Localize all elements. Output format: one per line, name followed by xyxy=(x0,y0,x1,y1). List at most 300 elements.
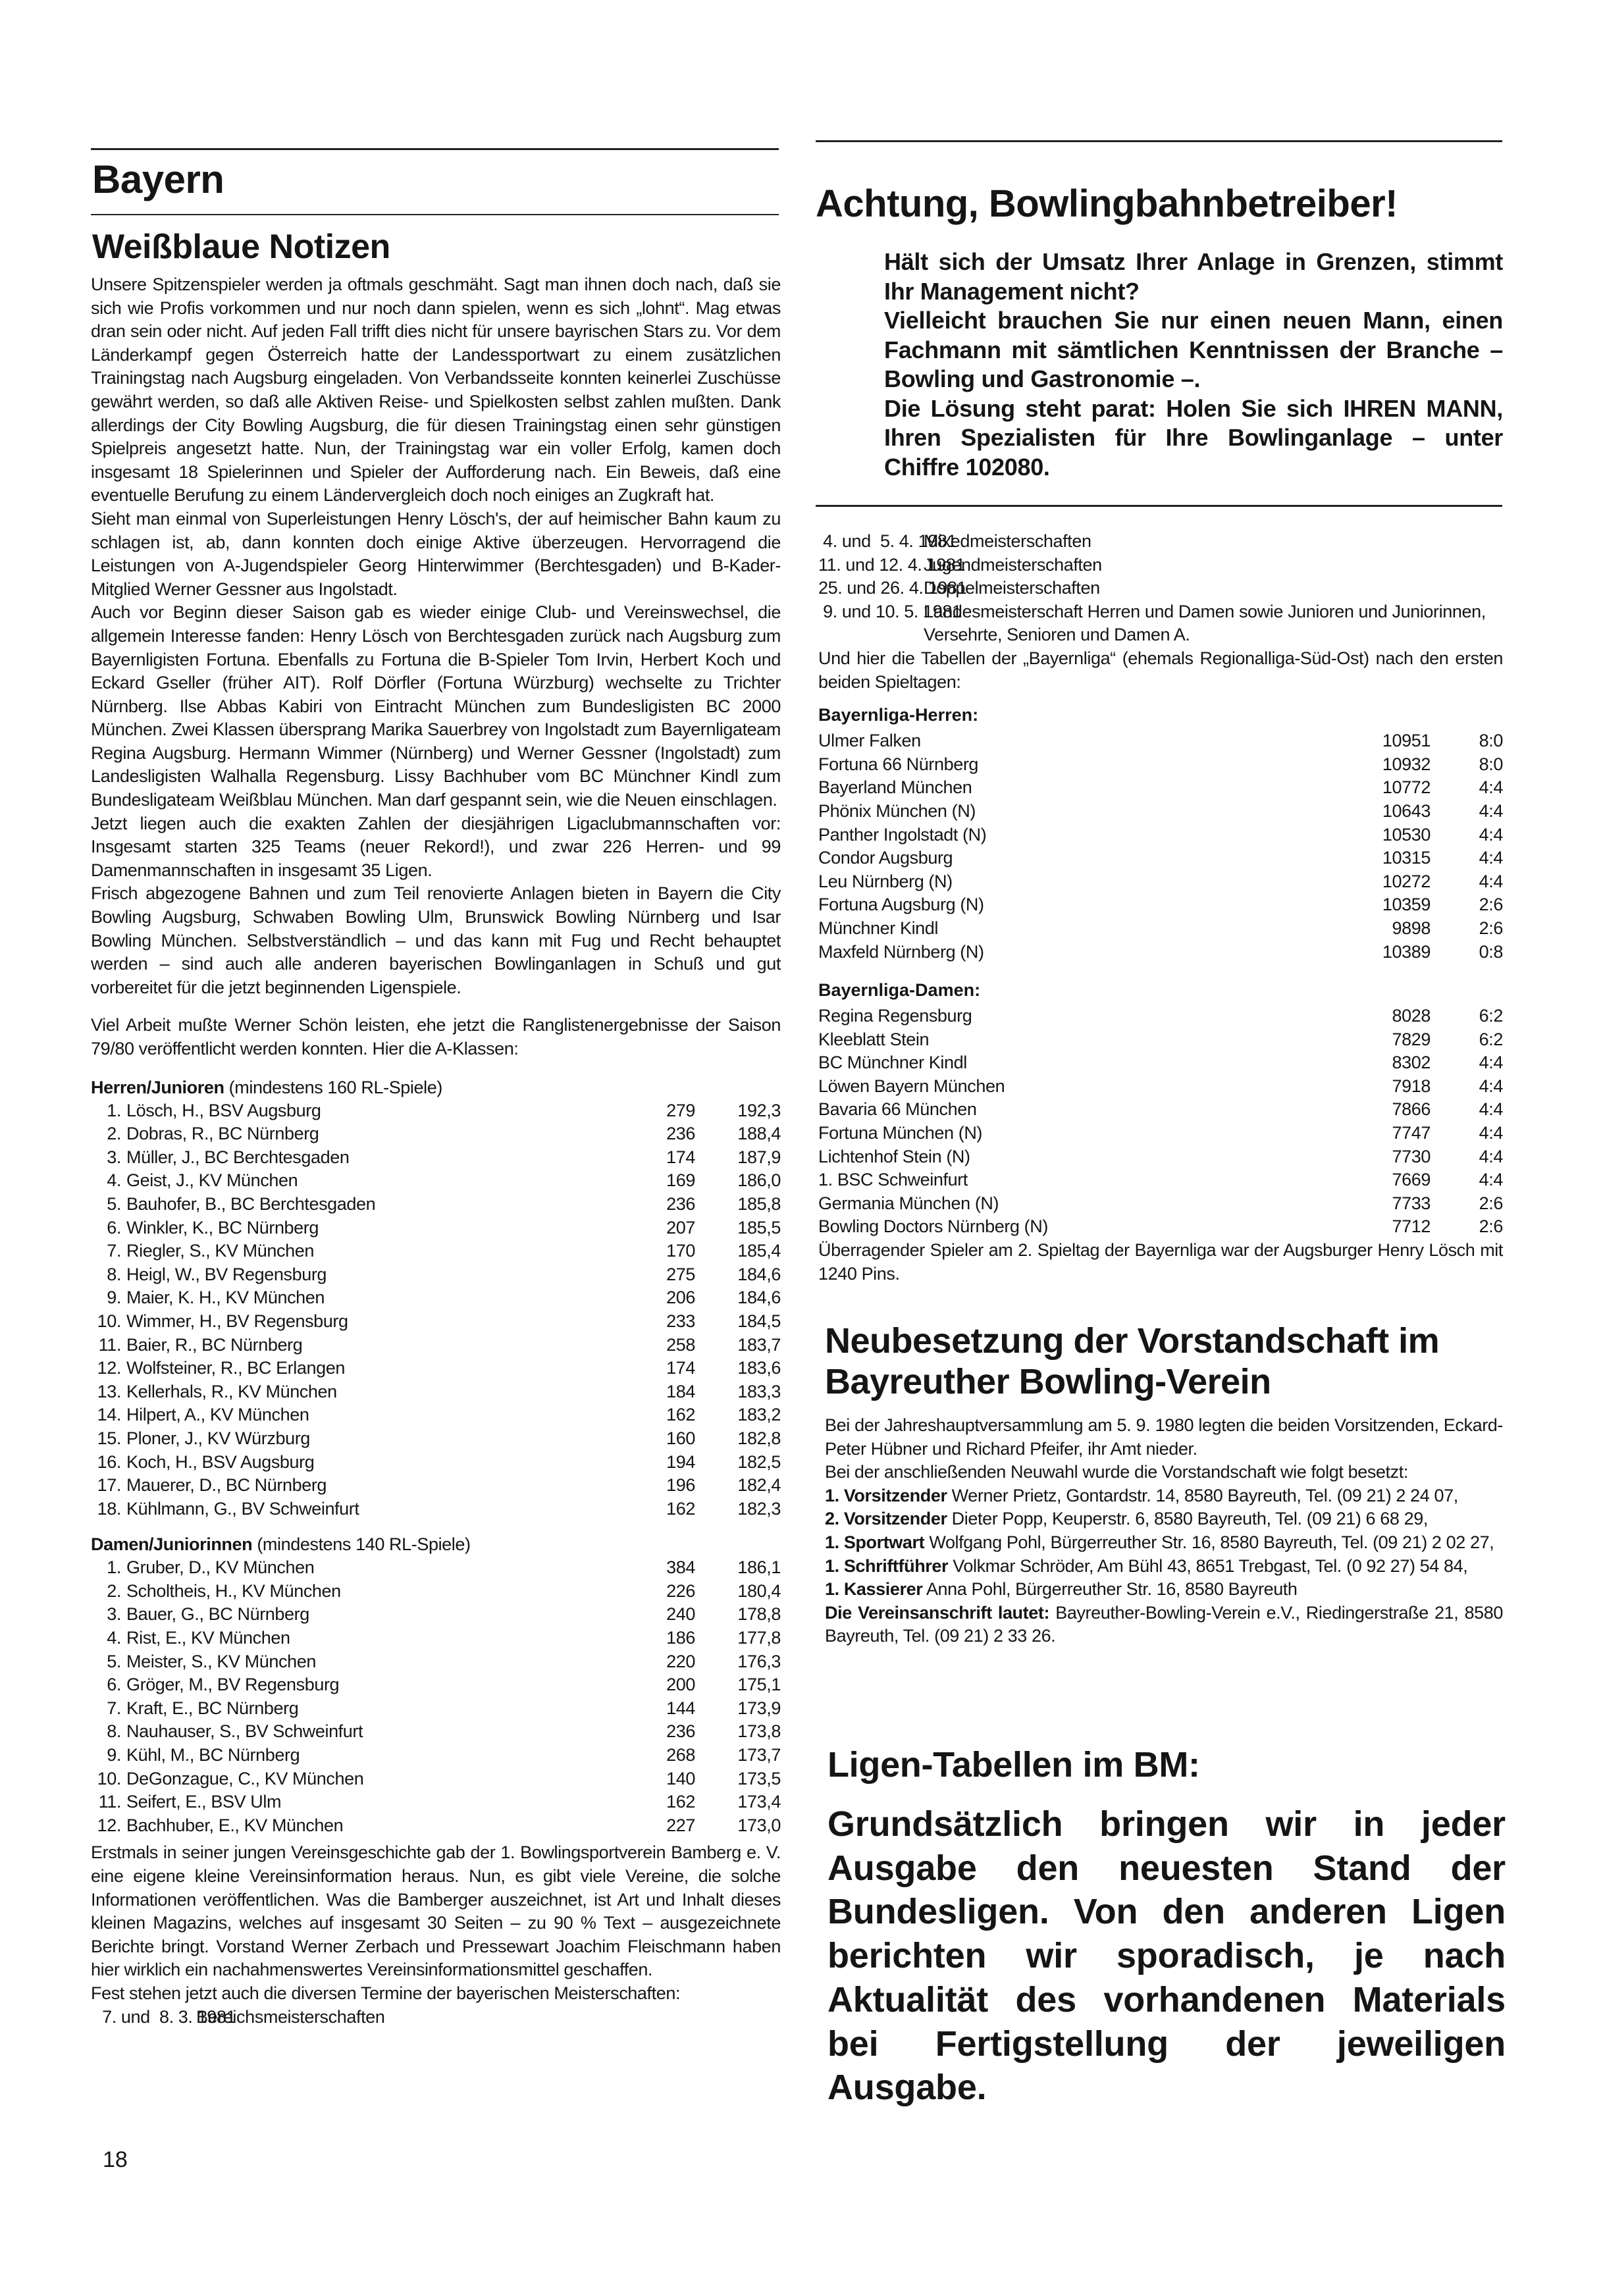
games-count: 384 xyxy=(666,1557,695,1578)
player-name: Winkler, K., BC Nürnberg xyxy=(126,1217,319,1238)
team-name: Bowling Doctors Nürnberg (N) xyxy=(818,1216,1048,1237)
games-count: 140 xyxy=(666,1768,695,1788)
average: 173,9 xyxy=(737,1698,781,1718)
average: 187,9 xyxy=(737,1147,781,1167)
top-player-note xyxy=(818,1239,1503,1286)
average: 175,1 xyxy=(737,1675,781,1695)
pins: 8302 xyxy=(1392,1053,1431,1073)
rank: 16. xyxy=(97,1451,121,1472)
ranking-row xyxy=(91,1767,781,1791)
ranking-row xyxy=(91,1239,781,1263)
date: 7. und 8. 3. 1981 xyxy=(97,2006,236,2027)
games-count: 236 xyxy=(666,1124,695,1144)
league-row xyxy=(818,893,1503,917)
points: 0:8 xyxy=(1479,941,1503,962)
points: 8:0 xyxy=(1479,731,1503,751)
paragraph: Auch vor Beginn dieser Saison gab es wieder einige Club- und Vereinswechsel, die allgemein Interesse fanden: Henry Lösch von Berchtesgaden zurück nach Augsburg zum Bayernligisten Fortuna. Ebenfalls zu Fortuna die B-Spieler Tom Irvin, Herbert Koch und Eckard Gseller (früher AIT). Rolf Dörfler (Fortuna Würzburg) wechselte zu Trichter Nürnberg. Ilse Abbas Kabiri von Eintracht München zum Bundesligisten BC 2000 München. Zwei Klassen übersprang Marika Sauerbrey von Ingolstadt zum Bayernligateam Regina Augsburg. Hermann Wimmer (Nürnberg) und Werner Gessner (Ingolstadt) zum Landesligisten Walhalla Regensburg. Lissy Bachhuber vom BC Münchner Kindl zum Bundesligateam Weißblau München. Man darf gespannt sein, wie die Neuen einschlagen. xyxy=(91,602,781,810)
average: 183,7 xyxy=(737,1334,781,1355)
pins: 7733 xyxy=(1392,1193,1431,1213)
average: 186,1 xyxy=(737,1557,781,1578)
games-count: 144 xyxy=(666,1698,695,1718)
ranking-row xyxy=(91,1403,781,1427)
player-name: Hilpert, A., KV München xyxy=(126,1405,309,1425)
role: 2. Vorsitzender xyxy=(825,1509,947,1529)
points: 4:4 xyxy=(1479,1123,1503,1143)
ranking-row xyxy=(91,1556,781,1580)
date-row xyxy=(818,530,1503,554)
rank: 12. xyxy=(97,1815,121,1835)
rank: 2. xyxy=(107,1580,121,1601)
pins: 7866 xyxy=(1392,1099,1431,1120)
ranking-row xyxy=(91,1146,781,1170)
points: 4:4 xyxy=(1479,1146,1503,1166)
player-name: Mauerer, D., BC Nürnberg xyxy=(126,1475,327,1496)
ranking-row xyxy=(91,1627,781,1650)
rank: 5. xyxy=(107,1193,121,1214)
event: Jugendmeisterschaften xyxy=(924,554,1102,575)
league-row xyxy=(818,823,1503,847)
player-name: Kühlmann, G., BV Schweinfurt xyxy=(126,1498,359,1519)
pins: 7669 xyxy=(1392,1170,1431,1190)
team-name: Löwen Bayern München xyxy=(818,1076,1005,1096)
games-count: 200 xyxy=(666,1675,695,1695)
rank: 17. xyxy=(97,1475,121,1496)
points: 6:2 xyxy=(1479,1029,1503,1049)
league-row xyxy=(818,1122,1503,1145)
section-title: Bayern xyxy=(92,157,224,201)
league-row xyxy=(818,1098,1503,1122)
left-column-body xyxy=(91,273,781,2029)
rank: 7. xyxy=(107,1241,121,1261)
member-details: Anna Pohl, Bürgerreuther Str. 16, 8580 Bayreuth xyxy=(926,1579,1298,1600)
average: 173,8 xyxy=(737,1721,781,1742)
points: 4:4 xyxy=(1479,848,1503,868)
player-name: Seifert, E., BSV Ulm xyxy=(126,1792,282,1812)
vorstand-members xyxy=(825,1484,1503,1648)
ranking-row xyxy=(91,1427,781,1451)
ranking-row xyxy=(91,1310,781,1334)
liga-herren-title: Bayernliga-Herren: xyxy=(818,705,979,725)
average: 188,4 xyxy=(737,1124,781,1144)
team-name: Phönix München (N) xyxy=(818,800,976,821)
games-count: 162 xyxy=(666,1792,695,1812)
rank: 12. xyxy=(97,1358,121,1378)
team-name: Kleeblatt Stein xyxy=(818,1029,930,1049)
player-name: Wolfsteiner, R., BC Erlangen xyxy=(126,1358,345,1378)
league-row xyxy=(818,729,1503,753)
rank: 6. xyxy=(107,1217,121,1238)
average: 182,5 xyxy=(737,1451,781,1472)
team-name: Lichtenhof Stein (N) xyxy=(818,1146,970,1166)
team-name: Condor Augsburg xyxy=(818,848,953,868)
ranking-row xyxy=(91,1334,781,1357)
rank: 9. xyxy=(107,1745,121,1765)
right-column-body xyxy=(818,530,1503,1286)
rank: 15. xyxy=(97,1428,121,1448)
ranking-row xyxy=(91,1451,781,1474)
average: 177,8 xyxy=(737,1628,781,1648)
points: 4:4 xyxy=(1479,1170,1503,1190)
average: 185,4 xyxy=(737,1241,781,1261)
ranking-row xyxy=(91,1697,781,1721)
liga-damen-table xyxy=(818,1004,1503,1239)
player-name: Scholtheis, H., KV München xyxy=(126,1580,341,1601)
herren-ranking-title: Herren/Junioren xyxy=(91,1077,224,1097)
player-name: Gröger, M., BV Regensburg xyxy=(126,1675,340,1695)
average: 192,3 xyxy=(737,1100,781,1120)
rank: 8. xyxy=(107,1721,121,1742)
member-details: Wolfgang Pohl, Bürgerreuther Str. 16, 8580 Bayreuth, Tel. (09 21) 2 02 27, xyxy=(929,1532,1494,1552)
ranking-row xyxy=(91,1814,781,1838)
pins: 10772 xyxy=(1382,777,1431,798)
ranking-row xyxy=(91,1744,781,1767)
pins: 8028 xyxy=(1392,1006,1431,1026)
player-name: Koch, H., BSV Augsburg xyxy=(126,1451,315,1472)
rank: 1. xyxy=(107,1557,121,1578)
vorstand-body xyxy=(825,1414,1503,1648)
league-row xyxy=(818,1145,1503,1169)
ad-paragraph: Die Lösung steht parat: Holen Sie sich IHREN MANN, Ihren Spezialisten für Ihre Bowlinganlage – unter Chiffre 102080. xyxy=(884,394,1503,481)
event: Landesmeisterschaft Herren und Damen sowie Junioren und Juniorinnen, Versehrte, Senioren und Damen A. xyxy=(924,601,1486,645)
ranking-row xyxy=(91,1216,781,1240)
ranking-row xyxy=(91,1650,781,1674)
games-count: 160 xyxy=(666,1428,695,1448)
team-name: Bavaria 66 München xyxy=(818,1099,977,1120)
average: 180,4 xyxy=(737,1580,781,1601)
league-row xyxy=(818,941,1503,964)
player-name: Kraft, E., BC Nürnberg xyxy=(126,1698,299,1718)
article-body xyxy=(91,273,781,1061)
date-row xyxy=(818,600,1503,647)
top-rule-right xyxy=(816,140,1502,142)
games-count: 240 xyxy=(666,1604,695,1625)
rank: 10. xyxy=(97,1311,121,1331)
pins: 10643 xyxy=(1382,800,1431,821)
championship-dates xyxy=(818,530,1503,647)
team-name: Maxfeld Nürnberg (N) xyxy=(818,941,984,962)
games-count: 206 xyxy=(666,1288,695,1308)
ranking-row xyxy=(91,1790,781,1814)
rank: 9. xyxy=(107,1288,121,1308)
player-name: Riegler, S., KV München xyxy=(126,1241,314,1261)
pins: 7712 xyxy=(1392,1216,1431,1237)
pins: 10315 xyxy=(1382,848,1431,868)
role: 1. Sportwart xyxy=(825,1532,925,1552)
games-count: 268 xyxy=(666,1745,695,1765)
player-name: Müller, J., BC Berchtesgaden xyxy=(126,1147,350,1167)
rank: 13. xyxy=(97,1381,121,1401)
points: 6:2 xyxy=(1479,1006,1503,1026)
role: 1. Schriftführer xyxy=(825,1555,949,1576)
team-name: Fortuna München (N) xyxy=(818,1123,983,1143)
date-row xyxy=(818,554,1503,577)
games-count: 196 xyxy=(666,1475,695,1496)
date-row xyxy=(818,577,1503,600)
team-name: Panther Ingolstadt (N) xyxy=(818,824,987,845)
top-player-text: Überragender Spieler am 2. Spieltag der Bayernliga war der Augsburger Henry Lösch mit 1240 Pins. xyxy=(818,1240,1503,1284)
points: 4:4 xyxy=(1479,800,1503,821)
date: 9. und 10. 5. 1981 xyxy=(818,601,962,621)
vorstand-member xyxy=(825,1578,1503,1602)
average: 184,5 xyxy=(737,1311,781,1331)
games-count: 169 xyxy=(666,1170,695,1191)
role: 1. Kassierer xyxy=(825,1579,923,1600)
games-count: 162 xyxy=(666,1405,695,1425)
ad-paragraph: Vielleicht brauchen Sie nur einen neuen Mann, einen Fachmann mit sämtlichen Kenntnissen der Branche – Bowling und Gastronomie –. xyxy=(884,307,1503,392)
games-count: 194 xyxy=(666,1451,695,1472)
rank: 2. xyxy=(107,1124,121,1144)
league-row xyxy=(818,1215,1503,1239)
team-name: Münchner Kindl xyxy=(818,918,939,938)
date: 25. und 26. 4. 1981 xyxy=(818,578,967,598)
section-rule xyxy=(91,214,779,215)
bamberg-section xyxy=(91,1841,781,2005)
vorstand-member xyxy=(825,1531,1503,1555)
first-date xyxy=(91,2006,781,2029)
member-details: Volkmar Schröder, Am Bühl 43, 8651 Trebgast, Tel. (0 92 27) 54 84, xyxy=(953,1555,1468,1576)
ad-text xyxy=(884,248,1503,482)
ligen-text: Grundsätzlich bringen wir in jeder Ausgabe den neuesten Stand der Bundesligen. Von den anderen Ligen berichten wir sporadisch, je nach Aktualität des vorhandenen Materials bei Fertigstellung der jeweiligen Ausgabe. xyxy=(828,1804,1506,2108)
team-name: Ulmer Falken xyxy=(818,731,921,751)
rank: 4. xyxy=(107,1170,121,1191)
team-name: Regina Regensburg xyxy=(818,1006,972,1026)
date: 4. und 5. 4. 1981 xyxy=(818,531,957,551)
player-name: Geist, J., KV München xyxy=(126,1170,298,1191)
pins: 7747 xyxy=(1392,1123,1431,1143)
damen-ranking-title: Damen/Juniorinnen xyxy=(91,1534,253,1555)
league-row xyxy=(818,1051,1503,1075)
herren-ranking-table xyxy=(91,1099,781,1521)
player-name: Rist, E., KV München xyxy=(126,1628,290,1648)
top-rule-left xyxy=(91,148,779,150)
vorstand-member xyxy=(825,1484,1503,1508)
team-name: Leu Nürnberg (N) xyxy=(818,871,953,891)
ranking-row xyxy=(91,1286,781,1310)
team-name: Germania München (N) xyxy=(818,1193,999,1213)
ad-title: Achtung, Bowlingbahnbetreiber! xyxy=(816,182,1398,225)
vorstand-member xyxy=(825,1602,1503,1648)
player-name: Bachhuber, E., KV München xyxy=(126,1815,344,1835)
vorstand-member xyxy=(825,1507,1503,1531)
games-count: 162 xyxy=(666,1498,695,1519)
vorstand-title: Neubesetzung der Vorstandschaft im Bayreuther Bowling-Verein xyxy=(825,1321,1440,1401)
average: 186,0 xyxy=(737,1170,781,1191)
rank: 18. xyxy=(97,1498,121,1519)
player-name: Kellerhals, R., KV München xyxy=(126,1381,337,1401)
paragraph: Unsere Spitzenspieler werden ja oftmals geschmäht. Sagt man ihnen doch nach, daß sie sich wie Profis vorkommen und nur noch dann spielen, wenn es sich „lohnt“. Mag etwas dran sein oder nicht. Auf jeden Fall trifft dies nicht für unsere bayrischen Stars zu. Vor dem Länderkampf gegen Österreich hatte der Landessportwart zu einem zusätzlichen Trainingstag nach Augsburg eingeladen. Von Verbandsseite konnten keinerlei Zuschüsse gewährt werden, so daß alle Aktiven Reise- und Spielkosten selbst zahlen mußten. Dank allerdings der City Bowling Augsburg, die für diesen Trainingstag einen sehr günstigen Spielpreis angesetzt hatte. Nun, der Trainingstag war ein voller Erfolg, kamen doch insgesamt 18 Spielerinnen und Spieler der Aufforderung nach. Ein Beweis, daß eine eventuelle Berufung zu einem Ländervergleich doch noch einiges an Zugkraft hat. xyxy=(91,274,781,506)
paragraph: Frisch abgezogene Bahnen und zum Teil renovierte Anlagen bieten in Bayern die City Bowling Augsburg, Schwaben Bowling Ulm, Brunswick Bowling Nürnberg und Isar Bowling München. Selbstverständlich – und das kann mit Fug und Recht behauptet werden – sind auch alle anderen bayerischen Bowlinganlagen in Schuß und gut vorbereitet für die jetzt beginnenden Ligenspiele. xyxy=(91,883,781,997)
player-name: Wimmer, H., BV Regensburg xyxy=(126,1311,348,1331)
average: 182,4 xyxy=(737,1475,781,1496)
games-count: 275 xyxy=(666,1264,695,1284)
player-name: Gruber, D., KV München xyxy=(126,1557,315,1578)
games-count: 226 xyxy=(666,1580,695,1601)
ranking-row xyxy=(91,1720,781,1744)
ad-paragraph: Hält sich der Umsatz Ihrer Anlage in Grenzen, stimmt Ihr Management nicht? xyxy=(884,248,1503,305)
ranking-row xyxy=(91,1122,781,1146)
rank: 11. xyxy=(98,1792,121,1812)
tables-intro-text: Und hier die Tabellen der „Bayernliga“ (ehemals Regionalliga-Süd-Ost) nach den ersten beiden Spieltagen: xyxy=(818,648,1503,692)
rank: 6. xyxy=(107,1675,121,1695)
games-count: 227 xyxy=(666,1815,695,1835)
team-name: Bayerland München xyxy=(818,777,972,798)
games-count: 170 xyxy=(666,1241,695,1261)
average: 173,5 xyxy=(737,1768,781,1788)
ranking-row xyxy=(91,1357,781,1380)
role: Die Vereinsanschrift lautet: xyxy=(825,1602,1050,1623)
average: 183,3 xyxy=(737,1381,781,1401)
player-name: Maier, K. H., KV München xyxy=(126,1288,325,1308)
average: 183,2 xyxy=(737,1405,781,1425)
rank: 7. xyxy=(107,1698,121,1718)
league-row xyxy=(818,870,1503,894)
pins: 9898 xyxy=(1392,918,1431,938)
member-details: Bayreuther-Bowling-Verein e.V., Riedingerstraße 21, 8580 Bayreuth, Tel. (09 21) 2 33 26. xyxy=(825,1602,1503,1646)
pins: 7918 xyxy=(1392,1076,1431,1096)
pins: 7829 xyxy=(1392,1029,1431,1049)
page-number: 18 xyxy=(103,2147,128,2172)
ranking-row xyxy=(91,1474,781,1498)
games-count: 279 xyxy=(666,1100,695,1120)
pins: 7730 xyxy=(1392,1146,1431,1166)
average: 184,6 xyxy=(737,1264,781,1284)
ranking-intro: Viel Arbeit mußte Werner Schön leisten, ehe jetzt die Ranglistenergebnisse der Saison 79/80 veröffentlicht werden konnten. Hier die A-Klassen: xyxy=(91,1015,781,1058)
ranking-row xyxy=(91,1169,781,1193)
pins: 10389 xyxy=(1382,941,1431,962)
league-row xyxy=(818,917,1503,941)
player-name: Nauhauser, S., BV Schweinfurt xyxy=(126,1721,363,1742)
points: 4:4 xyxy=(1479,871,1503,891)
ranking-row xyxy=(91,1193,781,1216)
rank: 3. xyxy=(107,1604,121,1625)
league-row xyxy=(818,1192,1503,1216)
herren-ranking-note: (mindestens 160 RL-Spiele) xyxy=(228,1077,442,1097)
league-row xyxy=(818,1075,1503,1099)
average: 185,5 xyxy=(737,1217,781,1238)
article-title: Weißblaue Notizen xyxy=(92,228,390,266)
games-count: 184 xyxy=(666,1381,695,1401)
player-name: Meister, S., KV München xyxy=(126,1651,316,1671)
ranking-row xyxy=(91,1263,781,1287)
average: 173,7 xyxy=(737,1745,781,1765)
rank: 1. xyxy=(107,1100,121,1120)
ranking-row xyxy=(91,1603,781,1627)
player-name: Dobras, R., BC Nürnberg xyxy=(126,1124,319,1144)
points: 4:4 xyxy=(1479,1099,1503,1120)
average: 178,8 xyxy=(737,1604,781,1625)
damen-ranking-heading xyxy=(91,1532,781,1556)
player-name: DeGonzague, C., KV München xyxy=(126,1768,364,1788)
event: Doppelmeisterschaften xyxy=(924,578,1100,598)
average: 173,0 xyxy=(737,1815,781,1835)
player-name: Bauer, G., BC Nürnberg xyxy=(126,1604,309,1625)
herren-ranking-heading xyxy=(91,1076,781,1099)
rank: 10. xyxy=(97,1768,121,1788)
ad-bottom-rule xyxy=(816,505,1502,507)
games-count: 258 xyxy=(666,1334,695,1355)
points: 2:6 xyxy=(1479,895,1503,915)
ranking-row xyxy=(91,1580,781,1604)
points: 2:6 xyxy=(1479,1216,1503,1237)
league-row xyxy=(818,800,1503,823)
ranking-row xyxy=(91,1498,781,1521)
average: 185,8 xyxy=(737,1193,781,1214)
bamberg-paragraph: Erstmals in seiner jungen Vereinsgeschichte gab der 1. Bowlingsportverein Bamberg e. V. eine eigene kleine Vereinsinformation heraus. Nun, es gibt viele Vereine, die solche Informationen veröffentlichen. Was die Bamberger auszeichnet, ist Art und Inhalt dieses kleinen Magazins, welches auf insgesamt 30 Seiten – zu 90 % Text – ausgezeichnete Berichte bringt. Vorstand Werner Zerbach und Pressewart Joachim Fleischmann haben hier wirklich ein nachahmenswertes Vereinsinformationsmittel geschaffen. xyxy=(91,1842,781,1980)
role: 1. Vorsitzender xyxy=(825,1485,947,1505)
team-name: Fortuna Augsburg (N) xyxy=(818,895,984,915)
player-name: Heigl, W., BV Regensburg xyxy=(126,1264,327,1284)
pins: 10359 xyxy=(1382,895,1431,915)
player-name: Ploner, J., KV Würzburg xyxy=(126,1428,310,1448)
ligen-title: Ligen-Tabellen im BM: xyxy=(828,1745,1200,1785)
liga-herren-table xyxy=(818,729,1503,964)
ranking-row xyxy=(91,1099,781,1123)
team-name: Fortuna 66 Nürnberg xyxy=(818,754,979,774)
termine-intro: Fest stehen jetzt auch die diversen Termine der bayerischen Meisterschaften: xyxy=(91,1983,681,2003)
team-name: BC Münchner Kindl xyxy=(818,1053,967,1073)
average: 182,3 xyxy=(737,1498,781,1519)
vorstand-intro: Bei der anschließenden Neuwahl wurde die Vorstandschaft wie folgt besetzt: xyxy=(825,1462,1408,1482)
event: Bereichsmeisterschaften xyxy=(196,2006,385,2027)
pins: 10951 xyxy=(1382,731,1431,751)
games-count: 236 xyxy=(666,1721,695,1742)
member-details: Dieter Popp, Keuperstr. 6, 8580 Bayreuth, Tel. (09 21) 6 68 29, xyxy=(951,1509,1428,1529)
liga-damen-title: Bayernliga-Damen: xyxy=(818,980,981,1001)
rank: 8. xyxy=(107,1264,121,1284)
average: 182,8 xyxy=(737,1428,781,1448)
member-details: Werner Prietz, Gontardstr. 14, 8580 Bayreuth, Tel. (09 21) 2 24 07, xyxy=(951,1485,1458,1505)
games-count: 174 xyxy=(666,1147,695,1167)
event: Mixedmeisterschaften xyxy=(924,531,1091,551)
paragraph: Jetzt liegen auch die exakten Zahlen der diesjährigen Ligaclubmannschaften vor: Insgesamt starten 325 Teams (neuer Rekord!), und zwar 226 Herren- und 99 Damenmannschaften in insgesamt 35 Ligen. xyxy=(91,813,781,880)
league-row xyxy=(818,1028,1503,1052)
average: 184,6 xyxy=(737,1288,781,1308)
vorstand-member xyxy=(825,1555,1503,1578)
points: 8:0 xyxy=(1479,754,1503,774)
points: 4:4 xyxy=(1479,777,1503,798)
points: 4:4 xyxy=(1479,1076,1503,1096)
average: 176,3 xyxy=(737,1651,781,1671)
vorstand-intro: Bei der Jahreshauptversammlung am 5. 9. 1980 legten die beiden Vorsitzenden, Eckard-Peter Hübner und Richard Pfeifer, ihr Amt nieder. xyxy=(825,1415,1503,1459)
team-name: 1. BSC Schweinfurt xyxy=(818,1170,968,1190)
league-row xyxy=(818,1168,1503,1192)
league-row xyxy=(818,1004,1503,1028)
player-name: Baier, R., BC Nürnberg xyxy=(126,1334,303,1355)
pins: 10530 xyxy=(1382,824,1431,845)
average: 183,6 xyxy=(737,1358,781,1378)
rank: 3. xyxy=(107,1147,121,1167)
rank: 4. xyxy=(107,1628,121,1648)
points: 4:4 xyxy=(1479,1053,1503,1073)
pins: 10272 xyxy=(1382,871,1431,891)
ranking-row xyxy=(91,1380,781,1404)
average: 173,4 xyxy=(737,1792,781,1812)
league-row xyxy=(818,776,1503,800)
paragraph: Sieht man einmal von Superleistungen Henry Lösch's, der auf heimischer Bahn kaum zu schlagen ist, ab, dann konnten doch einige Aktive überzeugen. Hervorragend die Leistungen von A-Jugendspieler Georg Hinterwimmer (Berchtesgaden) und B-Kader-Mitglied Werner Gessner aus Ingolstadt. xyxy=(91,508,781,599)
games-count: 186 xyxy=(666,1628,695,1648)
player-name: Kühl, M., BC Nürnberg xyxy=(126,1745,300,1765)
games-count: 207 xyxy=(666,1217,695,1238)
league-row xyxy=(818,847,1503,870)
points: 4:4 xyxy=(1479,824,1503,845)
games-count: 220 xyxy=(666,1651,695,1671)
games-count: 236 xyxy=(666,1193,695,1214)
date: 11. und 12. 4. 1981 xyxy=(818,554,966,575)
damen-ranking-note: (mindestens 140 RL-Spiele) xyxy=(257,1534,471,1555)
points: 2:6 xyxy=(1479,1193,1503,1213)
player-name: Bauhofer, B., BC Berchtesgaden xyxy=(126,1193,376,1214)
league-row xyxy=(818,753,1503,777)
